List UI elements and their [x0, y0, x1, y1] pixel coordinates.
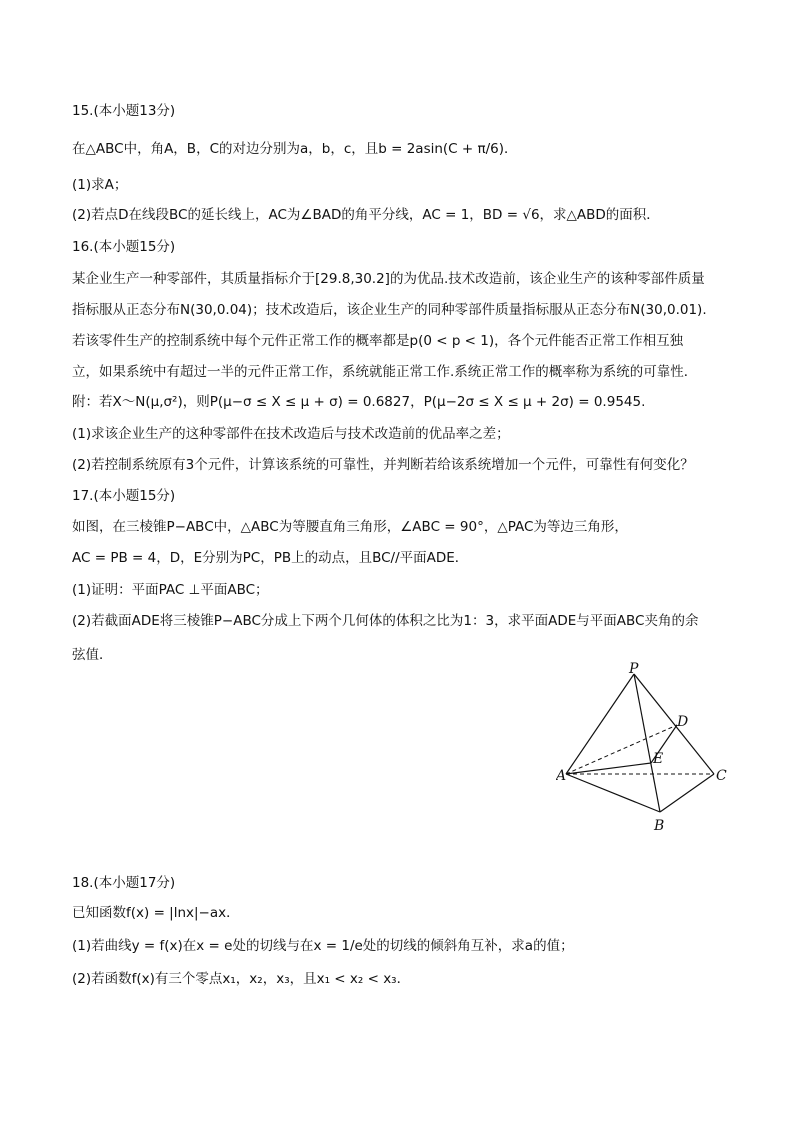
q16-part2: (2)若控制系统原有3个元件，计算该系统的可靠性，并判断若给该系统增加一个元件，可靠性有何变化？ — [72, 457, 694, 473]
q18-part1: (1)若曲线y = f(x)在x = e处的切线与在x = 1/e处的切线的倾斜角互补，求a的值； — [72, 938, 574, 954]
q16-stem-line3: 若该零件生产的控制系统中每个元件正常工作的概率都是p(0 < p < 1)，各个元件能否正常工作相互独 — [72, 333, 684, 349]
vertex-label-P: P — [629, 662, 639, 677]
q15-header: 15.(本小题13分) — [72, 103, 176, 119]
q16-appendix: 附：若X～N(μ,σ²)，则P(μ−σ ≤ X ≤ μ + σ) = 0.6827，P(μ−2σ ≤ X ≤ μ + 2σ) = 0.9545. — [72, 394, 646, 410]
tetrahedron-figure — [556, 662, 728, 834]
vertex-label-B: B — [654, 818, 665, 834]
edge-PC — [634, 674, 714, 774]
edge-AE — [566, 763, 651, 774]
q18-header: 18.(本小题17分) — [72, 875, 176, 891]
q16-stem-line2: 指标服从正态分布N(30,0.04)；技术改造后，该企业生产的同种零部件质量指标服从正态分布N(30,0.01). — [72, 302, 707, 318]
edge-BC — [660, 774, 714, 812]
q15-stem: 在△ABC中，角A，B，C的对边分别为a，b，c，且b = 2asin(C + π/6)． — [72, 141, 518, 157]
edge-PB — [634, 674, 660, 812]
q17-stem-line1: 如图，在三棱锥P−ABC中，△ABC为等腰直角三角形，∠ABC = 90°，△PAC为等边三角形， — [72, 519, 628, 535]
vertex-label-A: A — [556, 768, 567, 784]
q15-part2: (2)若点D在线段BC的延长线上，AC为∠BAD的角平分线，AC = 1，BD = √6，求△ABD的面积． — [72, 207, 660, 223]
edge-AB — [566, 774, 660, 812]
q15-part1: (1)求A； — [72, 177, 128, 193]
vertex-label-D: D — [677, 714, 689, 730]
q17-header: 17.(本小题15分) — [72, 488, 176, 504]
q18-stem: 已知函数f(x) = |lnx|−ax． — [72, 905, 240, 921]
q16-part1: (1)求该企业生产的这种零部件在技术改造后与技术改造前的优品率之差； — [72, 426, 510, 442]
q16-header: 16.(本小题15分) — [72, 239, 176, 255]
q17-stem-line2: AC = PB = 4，D，E分别为PC，PB上的动点，且BC//平面ADE． — [72, 550, 469, 566]
q16-stem-line1: 某企业生产一种零部件，其质量指标介于[29.8,30.2]的为优品.技术改造前，该企业生产的该种零部件质量 — [72, 271, 705, 287]
q18-part2: (2)若函数f(x)有三个零点x₁，x₂，x₃，且x₁ < x₂ < x₃． — [72, 971, 411, 987]
q16-stem-line4: 立，如果系统中有超过一半的元件正常工作，系统就能正常工作.系统正常工作的概率称为系统的可靠性． — [72, 364, 698, 380]
q17-part1: (1)证明：平面PAC ⊥平面ABC； — [72, 582, 269, 598]
q17-part2-line1: (2)若截面ADE将三棱锥P−ABC分成上下两个几何体的体积之比为1：3，求平面ADE与平面ABC夹角的余 — [72, 613, 699, 629]
vertex-label-E: E — [653, 751, 664, 767]
vertex-label-C: C — [716, 768, 727, 784]
q17-part2-line2: 弦值． — [72, 647, 113, 663]
